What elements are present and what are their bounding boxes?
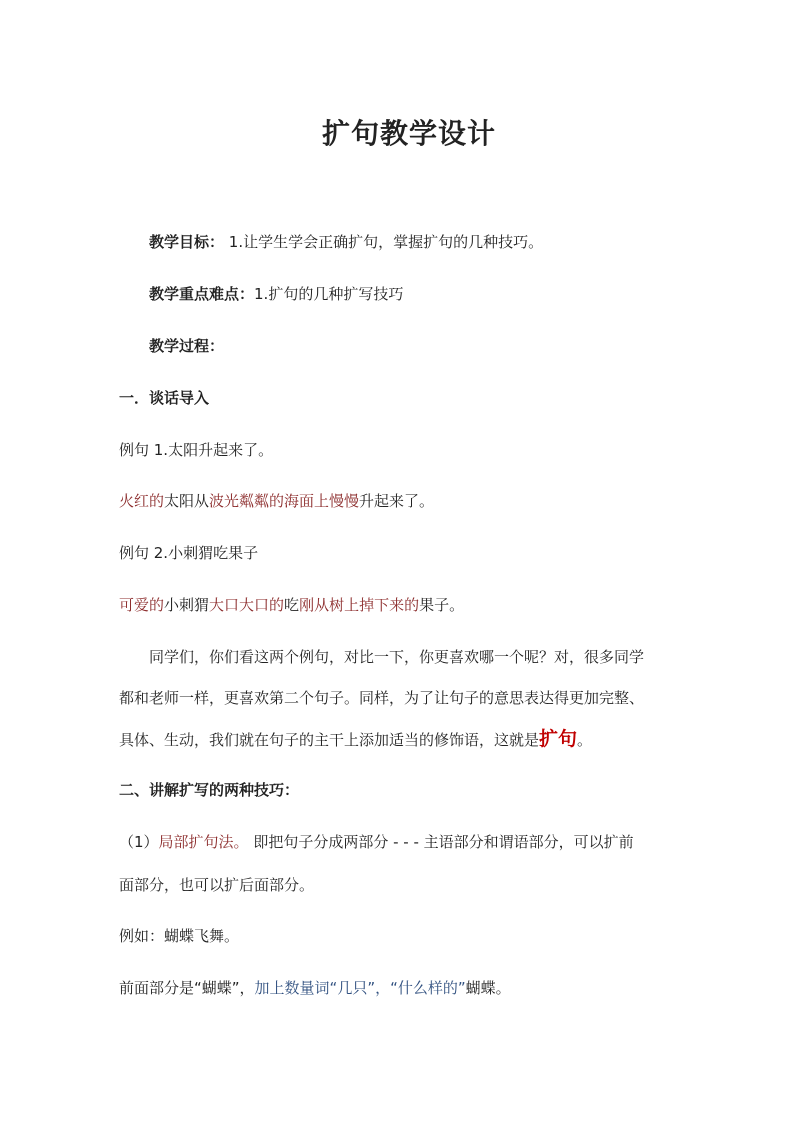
modifier: 火红的 [119,492,165,510]
front-part-text: 前面部分是“蝴蝶”， [119,979,255,997]
example-sentence-1: 例句 1.太阳升起来了。 [119,441,274,459]
example-sentence-2: 例句 2.小刺猬吃果子 [119,544,259,562]
paragraph-line-3 [119,729,679,750]
trunk: 小刺猬 [164,596,210,614]
key-difficulty [149,284,679,304]
paragraph-end: 。 [577,731,593,749]
method-1-continued: 面部分，也可以扩后面部分。 [119,876,315,894]
front-part-explanation [119,978,679,998]
example-sentence-3: 例如：蝴蝶飞舞。 [119,927,240,945]
quantifier-hint: 加上数量词“几只”， [254,979,391,997]
key-difficulty-label: 教学重点难点： [149,285,255,303]
modifier: 大口大口的 [209,596,285,614]
trunk: 太阳从 [164,492,210,510]
teaching-goal-text: 1.让学生学会正确扩句，掌握扩句的几种技巧。 [224,233,544,251]
method-number: （1） [119,833,159,851]
key-difficulty-text: 1.扩句的几种扩写技巧 [254,285,404,303]
method-1 [119,832,679,852]
teaching-process-label: 教学过程： [149,337,225,355]
method-name: 局部扩句法。 [158,833,249,851]
expanded-sentence-1 [119,491,679,511]
modifier: 可爱的 [119,596,165,614]
section-heading-intro: 一．谈话导入 [119,389,210,407]
highlight-term: 扩句 [539,728,578,750]
method-desc: 即把句子分成两部分 - - - 主语部分和谓语部分，可以扩前 [248,833,634,851]
front-part-end: 蝴蝶。 [465,979,511,997]
section-heading-techniques: 二、讲解扩写的两种技巧： [119,781,300,799]
paragraph-line-1: 同学们，你们看这两个例句，对比一下，你更喜欢哪一个呢？对，很多同学 [149,648,645,666]
trunk: 吃 [284,596,300,614]
paragraph-line-2: 都和老师一样，更喜欢第二个句子。同样，为了让句子的意思表达得更加完整、 [119,689,645,707]
trunk: 果子。 [419,596,465,614]
trunk: 升起来了。 [359,492,435,510]
teaching-goal-label: 教学目标： [149,233,225,251]
modifier: 波光粼粼的海面上慢慢 [209,492,360,510]
page-title: 扩句教学设计 [321,117,496,150]
modifier: 刚从树上掉下来的 [299,596,420,614]
expanded-sentence-2 [119,595,679,615]
paragraph-text: 具体、生动，我们就在句子的主干上添加适当的修饰语，这就是 [119,731,540,749]
teaching-goal [149,232,679,252]
descriptor-hint: “什么样的” [390,979,466,997]
